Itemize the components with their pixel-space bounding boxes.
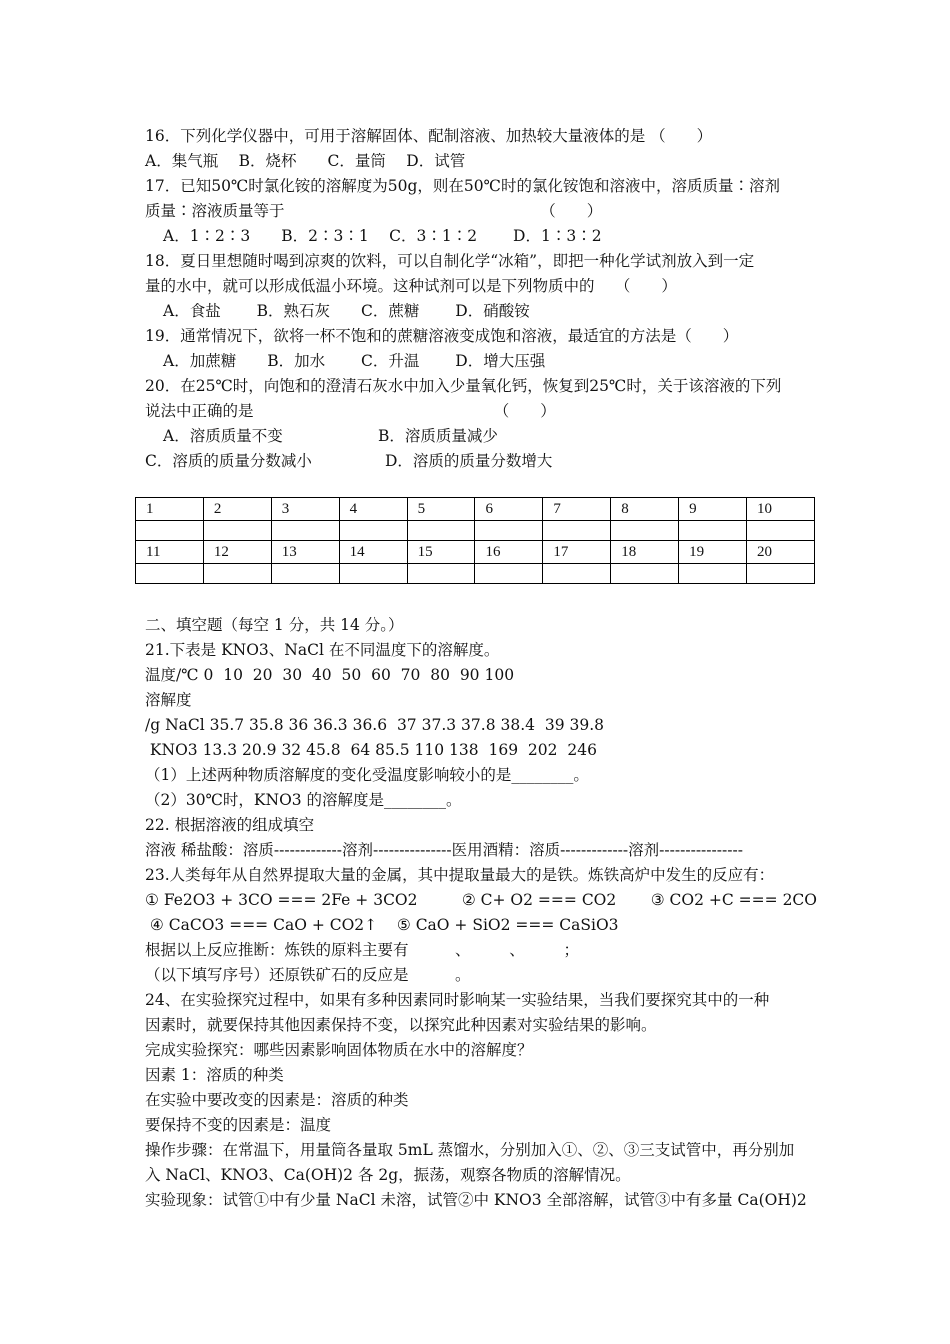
q23-title: 23.人类每年从自然界提取大量的金属，其中提取量最大的是铁。炼铁高炉中发生的反应有： [145, 866, 775, 884]
answer-cell: 4 [339, 498, 407, 521]
q24-line-9: 实验现象：试管①中有少量 NaCl 未溶，试管②中 KNO3 全部溶解，试管③中有多量 Ca(OH)2 [145, 1191, 807, 1209]
answer-table [135, 497, 815, 584]
answer-blank[interactable] [679, 564, 747, 584]
answer-cell: 16 [475, 541, 543, 564]
answer-cell: 19 [679, 541, 747, 564]
answer-blank[interactable] [136, 564, 204, 584]
answer-table-blank-row-2 [136, 564, 815, 584]
q23-reactions-1: ① Fe2O3 + 3CO === 2Fe + 3CO2 ② C+ O2 === CO2 ③ CO2 +C === 2CO [145, 891, 818, 909]
q19-options: A．加蔗糖 B．加水 C．升温 D．增大压强 [163, 352, 546, 370]
q20-stem-line2: 说法中正确的是 （ ） [145, 402, 556, 420]
answer-blank[interactable] [271, 521, 339, 541]
q20-option-c: C．溶质的质量分数减小 [145, 452, 312, 470]
q21-kno3-row: KNO3 13.3 20.9 32 45.8 64 85.5 110 138 169 202 246 [145, 741, 597, 759]
q16-stem: 16．下列化学仪器中，可用于溶解固体、配制溶液、加热较大量液体的是 （ ） [145, 127, 713, 145]
q24-line-6: 要保持不变的因素是：温度 [145, 1116, 332, 1134]
answer-cell: 9 [679, 498, 747, 521]
answer-cell: 11 [136, 541, 204, 564]
answer-cell: 15 [407, 541, 475, 564]
q24-line-5: 在实验中要改变的因素是：溶质的种类 [145, 1091, 409, 1109]
answer-blank[interactable] [747, 521, 815, 541]
q21-title: 21.下表是 KNO3、NaCl 在不同温度下的溶解度。 [145, 641, 500, 659]
q21-temperature-row: 温度/℃ 0 10 20 30 40 50 60 70 80 90 100 [145, 666, 515, 684]
answer-blank[interactable] [203, 521, 271, 541]
answer-cell: 6 [475, 498, 543, 521]
q22-title: 22. 根据溶液的组成填空 [145, 816, 315, 834]
answer-blank[interactable] [136, 521, 204, 541]
answer-blank[interactable] [339, 521, 407, 541]
answer-blank[interactable] [407, 521, 475, 541]
answer-cell: 10 [747, 498, 815, 521]
answer-cell: 12 [203, 541, 271, 564]
answer-cell: 8 [611, 498, 679, 521]
answer-blank[interactable] [203, 564, 271, 584]
answer-cell: 1 [136, 498, 204, 521]
q24-line-4: 因素 1：溶质的种类 [145, 1066, 284, 1084]
answer-blank[interactable] [679, 521, 747, 541]
q16-options: A．集气瓶 B．烧杯 C．量筒 D．试管 [145, 152, 466, 170]
answer-blank[interactable] [543, 564, 611, 584]
q17-stem-line1: 17．已知50℃时氯化铵的溶解度为50g，则在50℃时的氯化铵饱和溶液中，溶质质量∶溶剂 [145, 177, 780, 195]
answer-cell: 13 [271, 541, 339, 564]
answer-blank[interactable] [475, 521, 543, 541]
q24-line-7: 操作步骤：在常温下，用量筒各量取 5mL 蒸馏水，分别加入①、②、③三支试管中，再分别加 [145, 1141, 795, 1159]
q20-stem-line1: 20．在25℃时，向饱和的澄清石灰水中加入少量氧化钙，恢复到25℃时，关于该溶液的下列 [145, 377, 782, 395]
q21-nacl-row: /g NaCl 35.7 35.8 36 36.3 36.6 37 37.3 37.8 38.4 39 39.8 [145, 716, 605, 734]
q20-option-a: A．溶质质量不变 [163, 427, 283, 445]
q18-stem-line1: 18．夏日里想随时喝到凉爽的饮料，可以自制化学“冰箱”，即把一种化学试剂放入到一定 [145, 252, 755, 270]
answer-cell: 5 [407, 498, 475, 521]
answer-table-header-row-2 [136, 541, 815, 564]
answer-table-header-row-1 [136, 498, 815, 521]
answer-cell: 14 [339, 541, 407, 564]
answer-blank[interactable] [339, 564, 407, 584]
answer-table-blank-row-1 [136, 521, 815, 541]
q19-stem: 19．通常情况下，欲将一杯不饱和的蔗糖溶液变成饱和溶液，最适宜的方法是（ ） [145, 327, 739, 345]
answer-blank[interactable] [543, 521, 611, 541]
q23-reactions-2: ④ CaCO3 === CaO + CO2↑ ⑤ CaO + SiO2 === CaSiO3 [145, 916, 619, 934]
q18-stem-line2: 量的水中，就可以形成低温小环境。这种试剂可以是下列物质中的 （ ） [145, 277, 677, 295]
q21-part1: （1）上述两种物质溶解度的变化受温度影响较小的是________。 [145, 766, 589, 784]
answer-cell: 7 [543, 498, 611, 521]
q24-line-8: 入 NaCl、KNO3、Ca(OH)2 各 2g，振荡，观察各物质的溶解情况。 [145, 1166, 631, 1184]
answer-blank[interactable] [407, 564, 475, 584]
q23-question-1: 根据以上反应推断：炼铁的原料主要有 、 、 ； [145, 941, 580, 959]
q24-line-2: 因素时，就要保持其他因素保持不变，以探究此种因素对实验结果的影响。 [145, 1016, 657, 1034]
answer-cell: 3 [271, 498, 339, 521]
section2-title: 二、填空题（每空 1 分，共 14 分。） [145, 616, 404, 634]
answer-blank[interactable] [271, 564, 339, 584]
q21-part2: （2）30℃时，KNO3 的溶解度是________。 [145, 791, 462, 809]
q21-solubility-label: 溶解度 [145, 691, 192, 709]
answer-blank[interactable] [611, 521, 679, 541]
q23-question-2: （以下填写序号）还原铁矿石的反应是 。 [145, 966, 471, 984]
q24-line-3: 完成实验探究：哪些因素影响固体物质在水中的溶解度？ [145, 1041, 533, 1059]
q20-option-d: D．溶质的质量分数增大 [385, 452, 553, 470]
q24-line-1: 24、在实验探究过程中，如果有多种因素同时影响某一实验结果，当我们要探究其中的一种 [145, 991, 770, 1009]
q17-stem-line2: 质量∶溶液质量等于 （ ） [145, 202, 603, 220]
q18-options: A．食盐 B．熟石灰 C．蔗糖 D．硝酸铵 [163, 302, 530, 320]
q17-options: A．1∶2∶3 B．2∶3∶1 C．3∶1∶2 D．1∶3∶2 [163, 227, 602, 245]
q22-fill-line: 溶液 稀盐酸：溶质-------------溶剂---------------医用酒精：溶质-------------溶剂---------------- [145, 841, 743, 859]
answer-blank[interactable] [475, 564, 543, 584]
answer-blank[interactable] [611, 564, 679, 584]
answer-cell: 20 [747, 541, 815, 564]
answer-blank[interactable] [747, 564, 815, 584]
answer-cell: 18 [611, 541, 679, 564]
answer-cell: 17 [543, 541, 611, 564]
answer-cell: 2 [203, 498, 271, 521]
q20-option-b: B．溶质质量减少 [378, 427, 498, 445]
